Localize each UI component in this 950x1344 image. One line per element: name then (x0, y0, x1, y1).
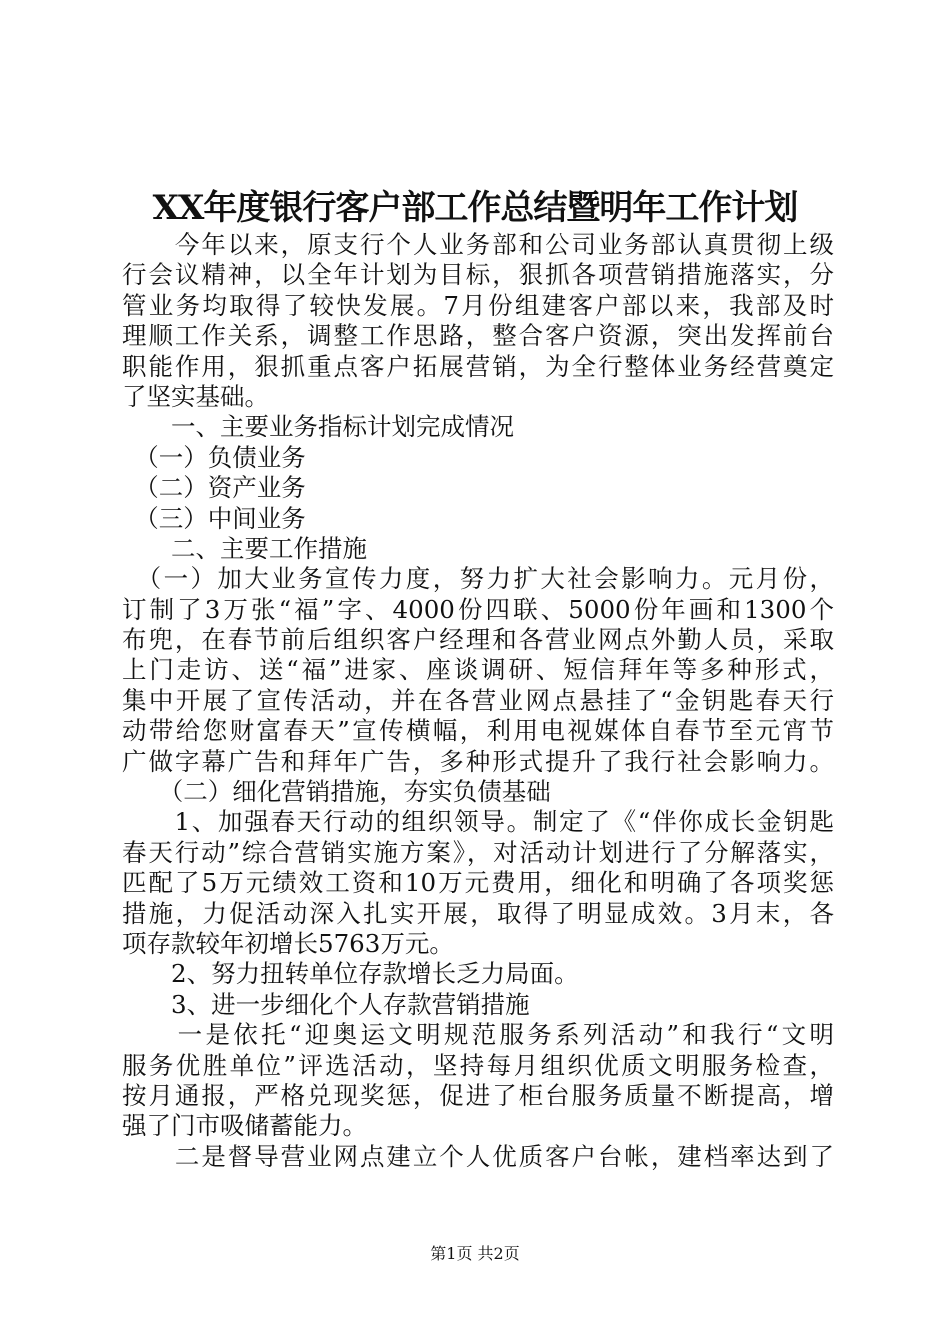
body-line: 一、主要业务指标计划完成情况 (122, 412, 514, 442)
body-line: （一）加大业务宣传力度，努力扩大社会影响力。元月份， (122, 564, 834, 594)
body-line: （一）负债业务 (122, 442, 306, 472)
body-line: 布兜，在春节前后组织客户经理和各营业网点外勤人员，采取 (122, 625, 834, 655)
body-line: 1、加强春天行动的组织领导。制定了《“伴你成长金钥匙 (122, 807, 834, 837)
body-line: （二）资产业务 (122, 473, 306, 503)
body-line: 理顺工作关系，调整工作思路，整合客户资源，突出发挥前台 (122, 321, 834, 351)
body-line: 二是督导营业网点建立个人优质客户台帐，建档率达到了 (122, 1141, 834, 1171)
body-line: 匹配了5万元绩效工资和10万元费用，细化和明确了各项奖惩 (122, 868, 834, 898)
body-line: （三）中间业务 (122, 503, 306, 533)
document-body (122, 230, 834, 1172)
body-line: 2、努力扭转单位存款增长乏力局面。 (122, 959, 579, 989)
body-line: 行会议精神，以全年计划为目标，狠抓各项营销措施落实，分 (122, 260, 834, 290)
body-line: 广做字幕广告和拜年广告，多种形式提升了我行社会影响力。 (122, 746, 834, 776)
body-line: 项存款较年初增长5763万元。 (122, 928, 454, 958)
body-line: 按月通报，严格兑现奖惩，促进了柜台服务质量不断提高，增 (122, 1080, 834, 1110)
page-number-footer: 第1页 共2页 (430, 1244, 520, 1263)
body-line: 动带给您财富春天”宣传横幅，利用电视媒体自春节至元宵节 (122, 716, 834, 746)
document-title: XX年度银行客户部工作总结暨明年工作计划 (152, 188, 798, 228)
body-line: 管业务均取得了较快发展。7月份组建客户部以来，我部及时 (122, 290, 834, 320)
body-line: 上门走访、送“福”进家、座谈调研、短信拜年等多种形式， (122, 655, 834, 685)
body-line: 二、主要工作措施 (122, 533, 367, 563)
body-line: 措施，力促活动深入扎实开展，取得了明显成效。3月末，各 (122, 898, 834, 928)
body-line: 今年以来，原支行个人业务部和公司业务部认真贯彻上级 (122, 230, 834, 259)
body-line: 3、进一步细化个人存款营销措施 (122, 989, 530, 1019)
body-line: 春天行动”综合营销实施方案》，对活动计划进行了分解落实， (122, 837, 834, 867)
body-line: 职能作用，狠抓重点客户拓展营销，为全行整体业务经营奠定 (122, 351, 834, 381)
body-line: 一是依托“迎奥运文明规范服务系列活动”和我行“文明 (122, 1020, 834, 1050)
body-line: （二）细化营销措施，夯实负债基础 (122, 777, 551, 807)
body-line: 强了门市吸储蓄能力。 (122, 1111, 367, 1141)
body-line: 订制了3万张“福”字、4000份四联、5000份年画和1300个 (122, 594, 834, 624)
body-line: 集中开展了宣传活动，并在各营业网点悬挂了“金钥匙春天行 (122, 685, 834, 715)
body-line: 服务优胜单位”评选活动，坚持每月组织优质文明服务检查， (122, 1050, 834, 1080)
body-line: 了坚实基础。 (122, 381, 269, 411)
